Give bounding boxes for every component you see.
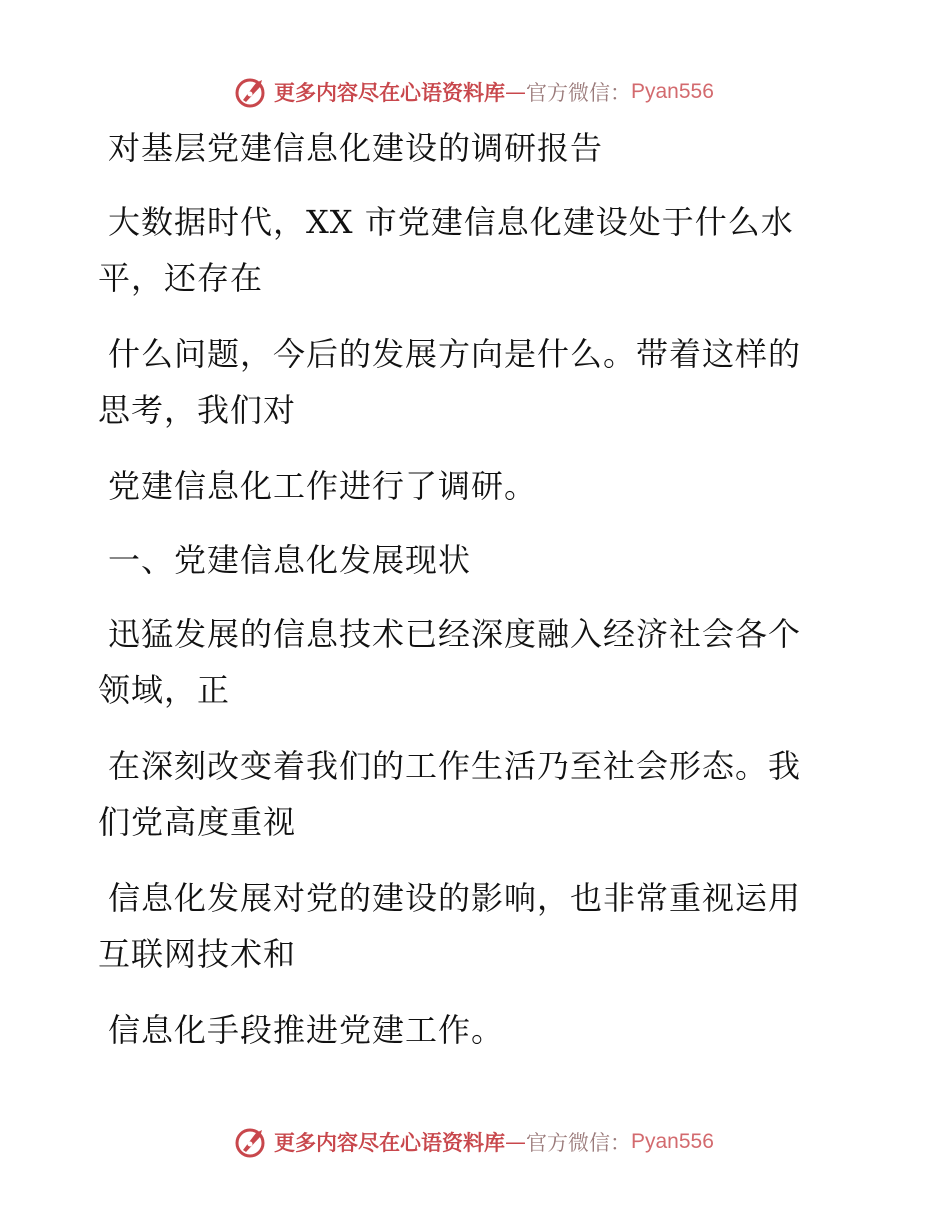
paragraph-line: 大数据时代，XX 市党建信息化建设处于什么水 (108, 203, 794, 241)
pen-nib-logo-icon (234, 1125, 268, 1159)
banner-dash: — (505, 1130, 526, 1154)
paragraph-line: 平，还存在 (98, 259, 264, 297)
banner-dash: — (505, 80, 526, 104)
banner-wechat-label: 官方微信： (526, 81, 631, 105)
document-title: 对基层党建信息化建设的调研报告 (108, 129, 604, 167)
banner-text: 更多内容尽在心语资料库 (274, 1130, 505, 1155)
paragraph-line: 迅猛发展的信息技术已经深度融入经济社会各个 (108, 615, 802, 653)
header-banner (234, 72, 714, 112)
banner-wechat-label: 官方微信： (526, 1131, 631, 1155)
paragraph-line: 思考，我们对 (98, 391, 297, 429)
paragraph-line: 在深刻改变着我们的工作生活乃至社会形态。我 (108, 747, 802, 785)
pen-nib-logo-icon (234, 75, 268, 109)
paragraph-line: 党建信息化工作进行了调研。 (108, 467, 538, 505)
paragraph-line: 领域，正 (98, 671, 231, 709)
paragraph-line: 互联网技术和 (98, 935, 297, 973)
paragraph-line: 信息化手段推进党建工作。 (108, 1011, 505, 1049)
banner-text: 更多内容尽在心语资料库 (274, 80, 505, 105)
footer-banner (234, 1122, 714, 1162)
banner-wechat-id: Pyan556 (631, 1130, 714, 1153)
paragraph-line: 什么问题，今后的发展方向是什么。带着这样的 (108, 335, 802, 373)
paragraph-line: 们党高度重视 (98, 803, 297, 841)
banner-wechat-id: Pyan556 (631, 80, 714, 103)
section-heading: 一、党建信息化发展现状 (108, 541, 472, 579)
paragraph-line: 信息化发展对党的建设的影响，也非常重视运用 (108, 879, 802, 917)
